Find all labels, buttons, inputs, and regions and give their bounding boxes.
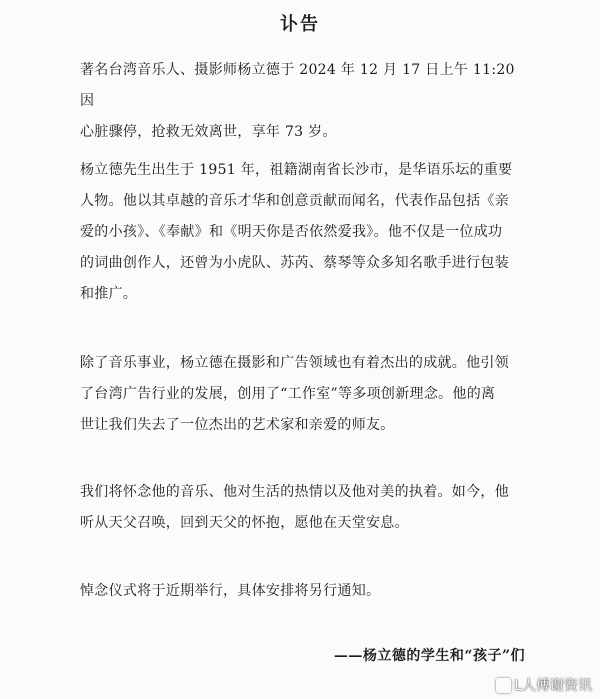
paragraph-memorial-notice: 悼念仪式将于近期举行，具体安排将另行通知。 (80, 583, 381, 599)
watermark-text: L人傅谢资讯 (514, 678, 592, 694)
watermark-logo-icon (496, 678, 511, 693)
paragraph-announcement: 著名台湾音乐人、摄影师杨立德于 2024 年 12 月 17 日上午 11:20 因 心脏骤停，抢救无效离世，享年 73 岁。 (80, 62, 515, 140)
paragraph-biography: 杨立德先生出生于 1951 年，祖籍湖南省长沙市，是华语乐坛的重要 人物。他以其卓越的音乐才华和创意贡献而闻名，代表作品包括《亲 爱的小孩》、《奉献》和《明天你是否依然爱我》。他不仅是一位成功 的词曲创作人，还曾为小虎队、苏芮、蔡琴等众多知名歌手进行包装 和推广。 (80, 162, 513, 302)
paragraph-remembrance: 我们将怀念他的音乐、他对生活的热情以及他对美的执着。如今，他 听从天父召唤，回到天父的怀抱，愿他在天堂安息。 (80, 484, 509, 531)
watermark (496, 675, 592, 695)
paragraph-achievements: 除了音乐事业，杨立德在摄影和广告领域也有着杰出的成就。他引领 了台湾广告行业的发展，创用了“工作室”等多项创新理念。他的离 世让我们失去了一位杰出的艺术家和亲爱的师友。 (80, 355, 509, 433)
document-title: 讣告 (280, 14, 320, 35)
signature: ——杨立德的学生和“孩子”们 (333, 648, 525, 664)
